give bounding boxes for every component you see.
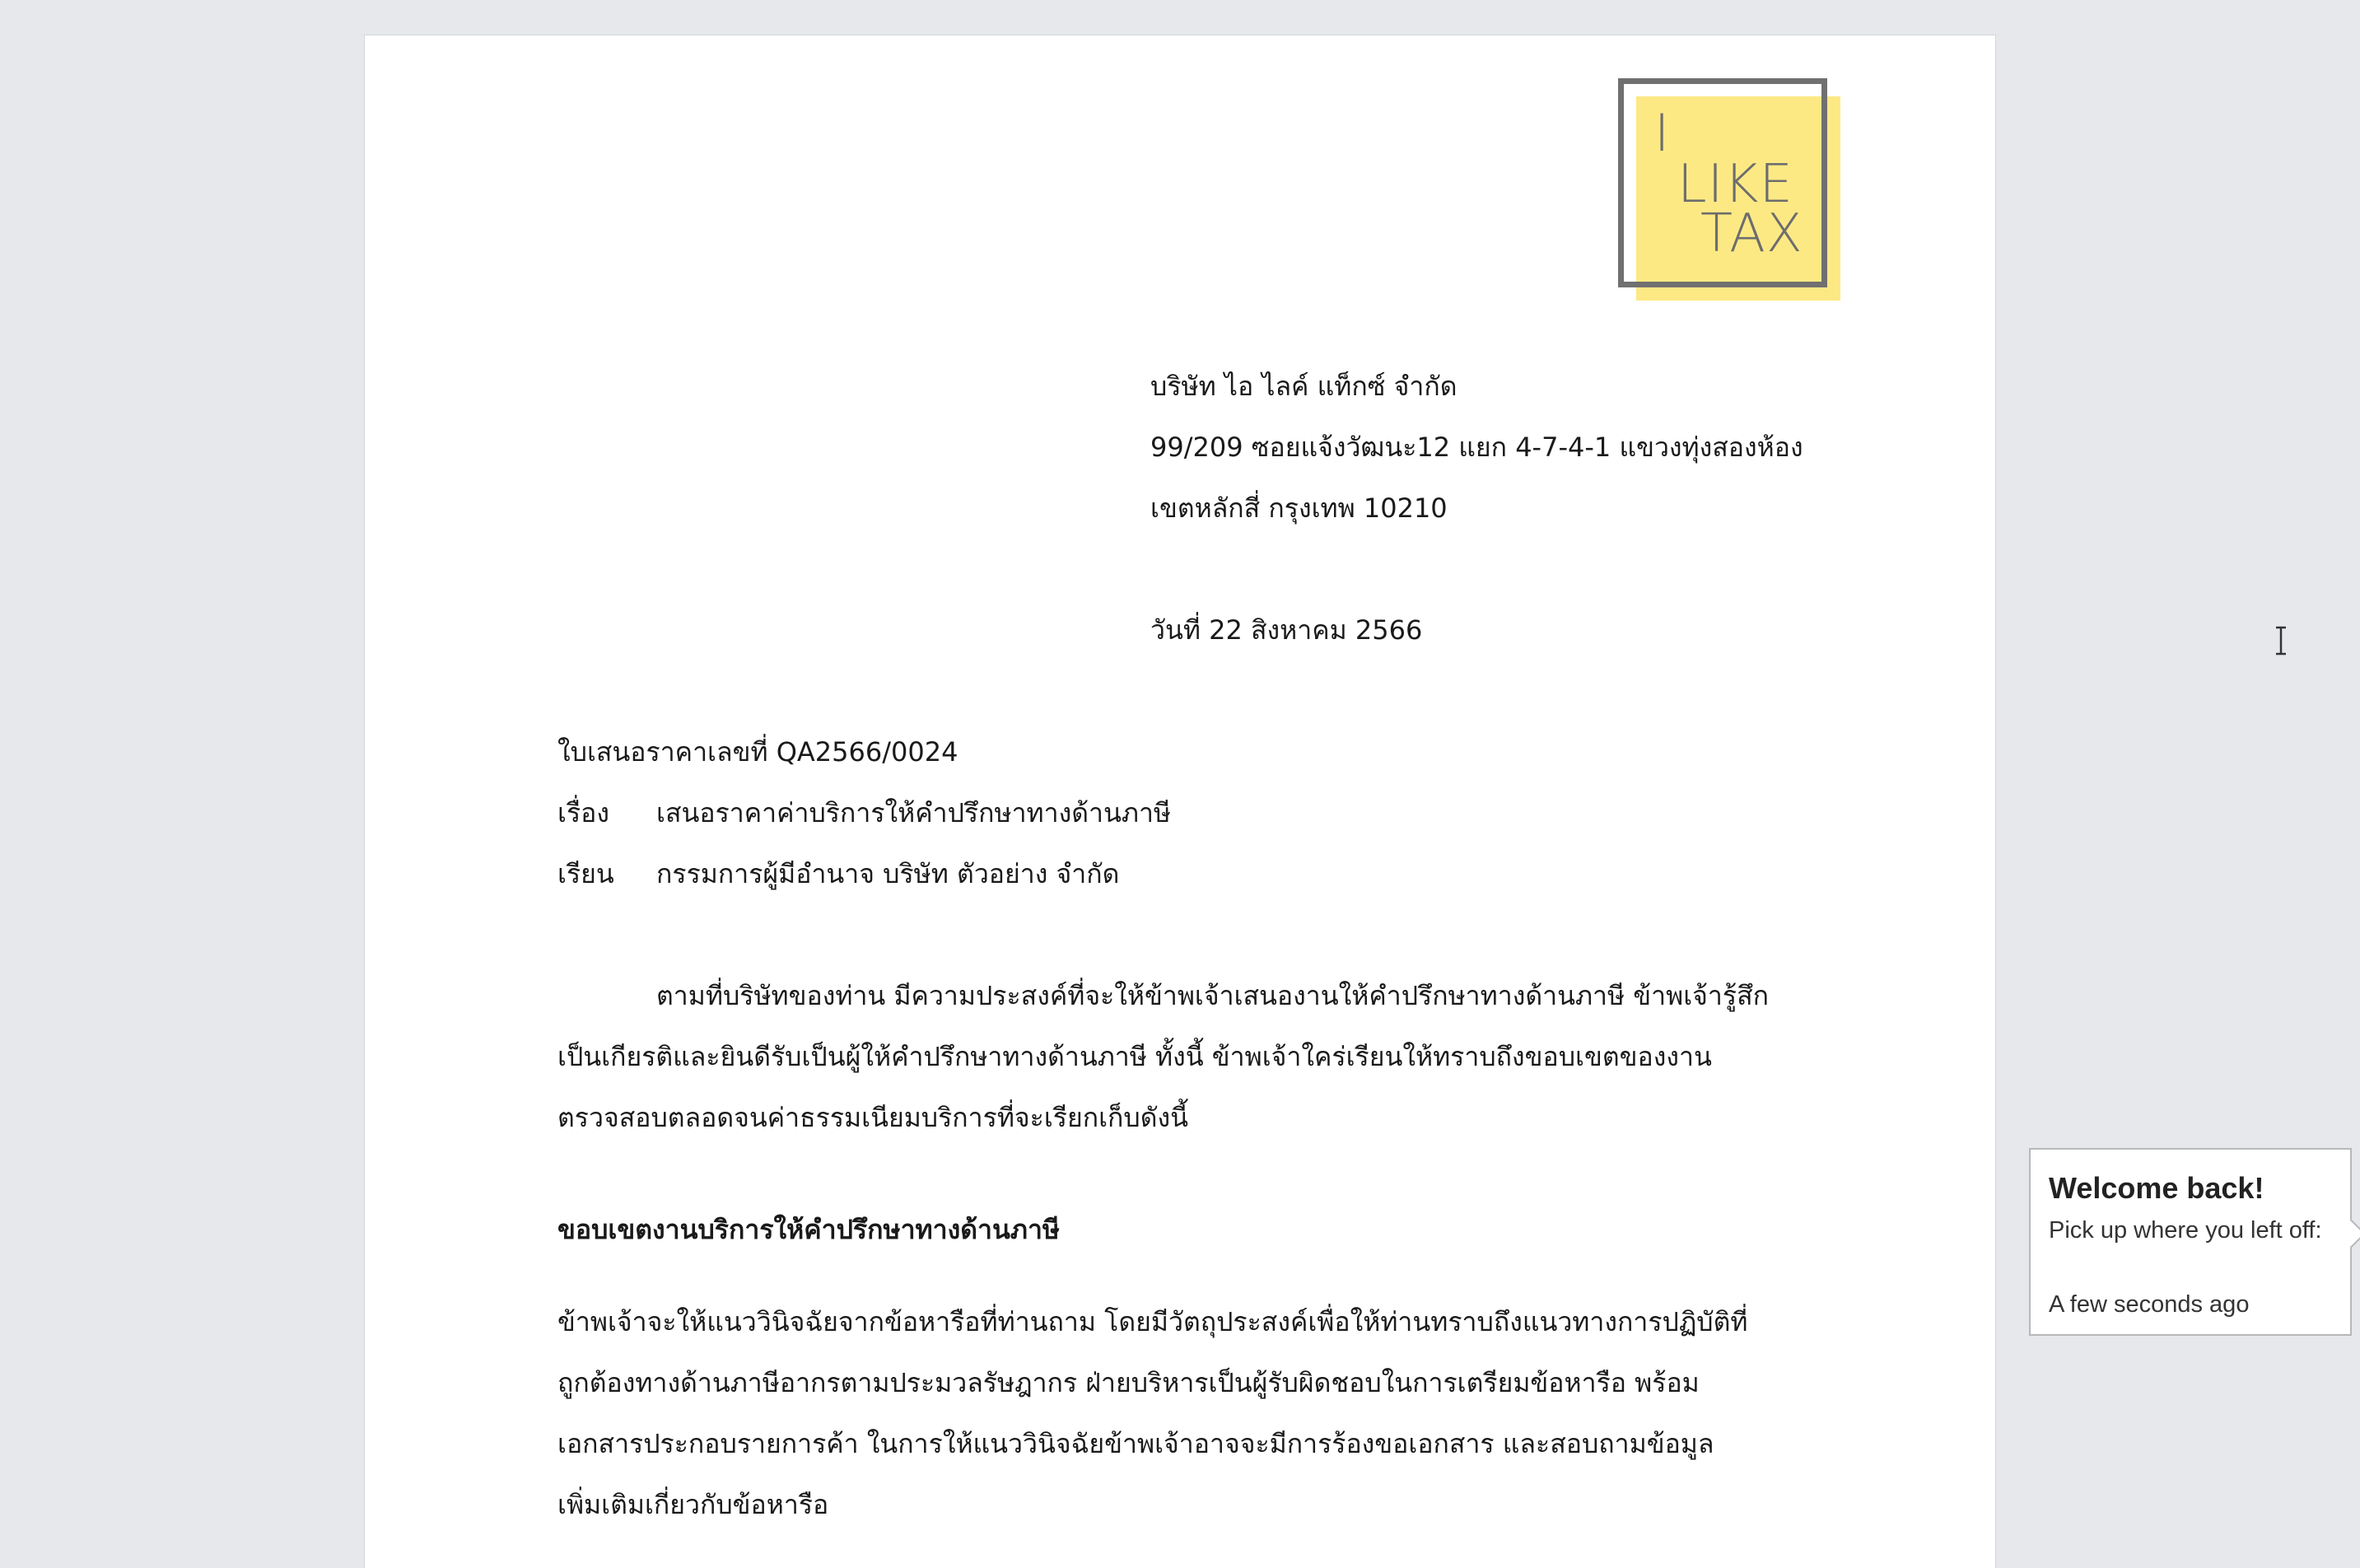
- sender-address-line1: 99/209 ซอยแจ้งวัฒนะ12 แยก 4-7-4-1 แขวงทุ่งสองห้อง: [1150, 432, 1803, 463]
- subject-label: เรื่อง: [557, 797, 609, 828]
- document-page: [364, 35, 1996, 1568]
- intro-line1: ตามที่บริษัทของท่าน มีความประสงค์ที่จะให้ข้าพเจ้าเสนองานให้คำปรึกษาทางด้านภาษี ข้าพเจ้ารู้สึก: [656, 980, 1769, 1011]
- logo-text-line2: LIKE: [1677, 154, 1793, 215]
- scope-line3: เอกสารประกอบรายการค้า ในการให้แนววินิจฉัยข้าพเจ้าอาจจะมีการร้องขอเอกสาร และสอบถามข้อมูล: [557, 1428, 1714, 1459]
- letter-date: วันที่ 22 สิงหาคม 2566: [1150, 614, 1423, 646]
- company-logo: [1618, 78, 1840, 301]
- recipient-label: เรียน: [557, 858, 614, 889]
- intro-line2: เป็นเกียรติและยินดีรับเป็นผู้ให้คำปรึกษาทางด้านภาษี ทั้งนี้ ข้าพเจ้าใคร่เรียนให้ทราบถึงขอบเขตของงาน: [557, 1041, 1712, 1072]
- quote-number: ใบเสนอราคาเลขที่ QA2566/0024: [557, 736, 958, 768]
- welcome-back-popup[interactable]: [2029, 1148, 2352, 1336]
- intro-line3: ตรวจสอบตลอดจนค่าธรรมเนียมบริการที่จะเรียกเก็บดังนี้: [557, 1102, 1189, 1133]
- popup-pointer: [2338, 1220, 2360, 1248]
- scope-line4: เพิ่มเติมเกี่ยวกับข้อหารือ: [557, 1489, 829, 1520]
- logo-text-line3: TAX: [1700, 203, 1803, 264]
- popup-subtitle: Pick up where you left off:: [2049, 1217, 2322, 1244]
- popup-timestamp: A few seconds ago: [2049, 1291, 2250, 1318]
- popup-title: Welcome back!: [2049, 1171, 2264, 1205]
- sender-address-line2: เขตหลักสี่ กรุงเทพ 10210: [1150, 492, 1448, 524]
- scope-line2: ถูกต้องทางด้านภาษีอากรตามประมวลรัษฎากร ฝ่ายบริหารเป็นผู้รับผิดชอบในการเตรียมข้อหารือ พร้อม: [557, 1367, 1700, 1398]
- sender-company: บริษัท ไอ ไลค์ แท็กซ์ จำกัด: [1150, 371, 1458, 402]
- subject-value: เสนอราคาค่าบริการให้คำปรึกษาทางด้านภาษี: [656, 797, 1171, 828]
- recipient-value: กรรมการผู้มีอำนาจ บริษัท ตัวอย่าง จำกัด: [656, 858, 1120, 889]
- logo-text-line1: I: [1654, 103, 1671, 163]
- text-cursor-icon: [2273, 626, 2289, 656]
- scope-line1: ข้าพเจ้าจะให้แนววินิจฉัยจากข้อหารือที่ท่านถาม โดยมีวัตถุประสงค์เพื่อให้ท่านทราบถึงแนวทางการปฏิบัติที่: [557, 1306, 1748, 1337]
- scope-heading: ขอบเขตงานบริการให้คำปรึกษาทางด้านภาษี: [557, 1214, 1060, 1245]
